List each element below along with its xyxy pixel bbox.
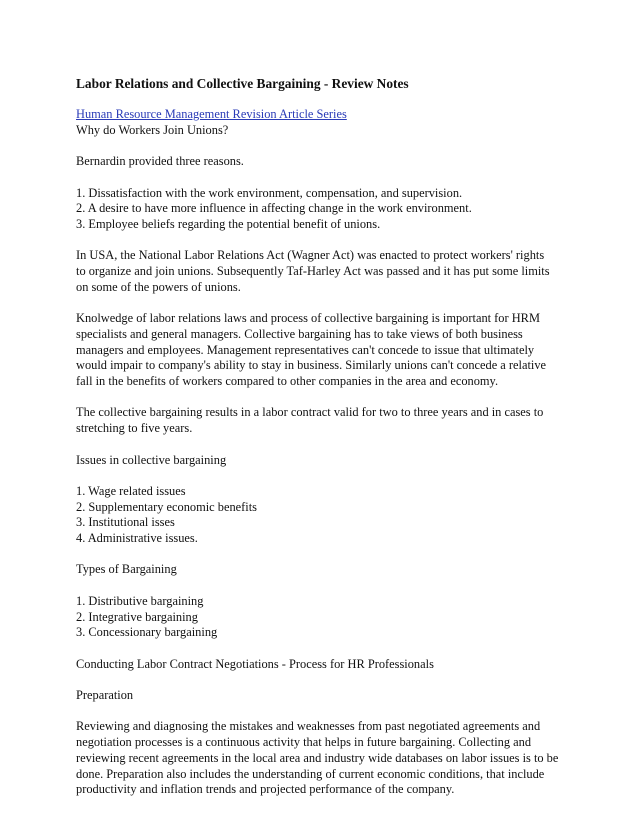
paragraph-line: would impair to company's ability to stay in business. Similarly unions can't concede a relative: [76, 358, 547, 373]
intro-text: Bernardin provided three reasons.: [76, 154, 244, 169]
paragraph-line: to organize and join unions. Subsequently Taf-Harley Act was passed and it has put some limits: [76, 264, 550, 279]
reasons-list: [76, 186, 566, 233]
list-item: 4. Administrative issues.: [76, 531, 198, 546]
paragraph-line: fall in the benefits of workers compared to other companies in the area and economy.: [76, 374, 499, 389]
list-item: 2. A desire to have more influence in affecting change in the work environment.: [76, 201, 472, 216]
usa-paragraph: [76, 248, 566, 295]
list-item: 1. Wage related issues: [76, 483, 186, 498]
document-title: Labor Relations and Collective Bargaining - Review Notes: [76, 76, 409, 91]
paragraph-line: reviewing recent agreements in the local area and industry wide databases on labor issues is to be: [76, 750, 559, 765]
list-item: 3. Concessionary bargaining: [76, 625, 218, 640]
series-block: [76, 107, 566, 138]
paragraph-line: Knolwedge of labor relations laws and process of collective bargaining is important for HRM: [76, 311, 540, 326]
paragraph-line: on some of the powers of unions.: [76, 279, 241, 294]
paragraph-line: negotiation processes is a continuous activity that helps in future bargaining. Collecting and: [76, 735, 532, 750]
list-item: 2. Supplementary economic benefits: [76, 499, 257, 514]
paragraph-line: Reviewing and diagnosing the mistakes and weaknesses from past negotiated agreements and: [76, 719, 541, 734]
list-item: 1. Distributive bargaining: [76, 593, 204, 608]
question-heading: Why do Workers Join Unions?: [76, 122, 229, 137]
list-item: 3. Employee beliefs regarding the potential benefit of unions.: [76, 217, 381, 232]
knowledge-paragraph: [76, 311, 566, 390]
paragraph-line: productivity and inflation trends and projected performance of the company.: [76, 782, 455, 797]
list-item: 2. Integrative bargaining: [76, 609, 198, 624]
document-page: [76, 76, 566, 814]
types-list: [76, 594, 566, 641]
paragraph-line: specialists and general managers. Collective bargaining has to take views of both business: [76, 326, 523, 341]
types-heading: Types of Bargaining: [76, 562, 177, 577]
list-item: 1. Dissatisfaction with the work environment, compensation, and supervision.: [76, 185, 463, 200]
preparation-paragraph: [76, 719, 566, 798]
paragraph-line: managers and employees. Management representatives can't concede to issue that ultimately: [76, 342, 535, 357]
issues-list: [76, 484, 566, 547]
paragraph-line: stretching to five years.: [76, 421, 193, 436]
negotiation-heading: Conducting Labor Contract Negotiations - Process for HR Professionals: [76, 656, 434, 671]
series-link[interactable]: Human Resource Management Revision Article Series: [76, 107, 347, 122]
issues-heading: Issues in collective bargaining: [76, 452, 227, 467]
paragraph-line: done. Preparation also includes the understanding of current economic conditions, that include: [76, 766, 545, 781]
list-item: 3. Institutional isses: [76, 515, 175, 530]
contract-paragraph: [76, 405, 566, 436]
paragraph-line: The collective bargaining results in a labor contract valid for two to three years and in cases to: [76, 405, 544, 420]
paragraph-line: In USA, the National Labor Relations Act (Wagner Act) was enacted to protect workers' rights: [76, 248, 545, 263]
preparation-heading: Preparation: [76, 688, 134, 703]
